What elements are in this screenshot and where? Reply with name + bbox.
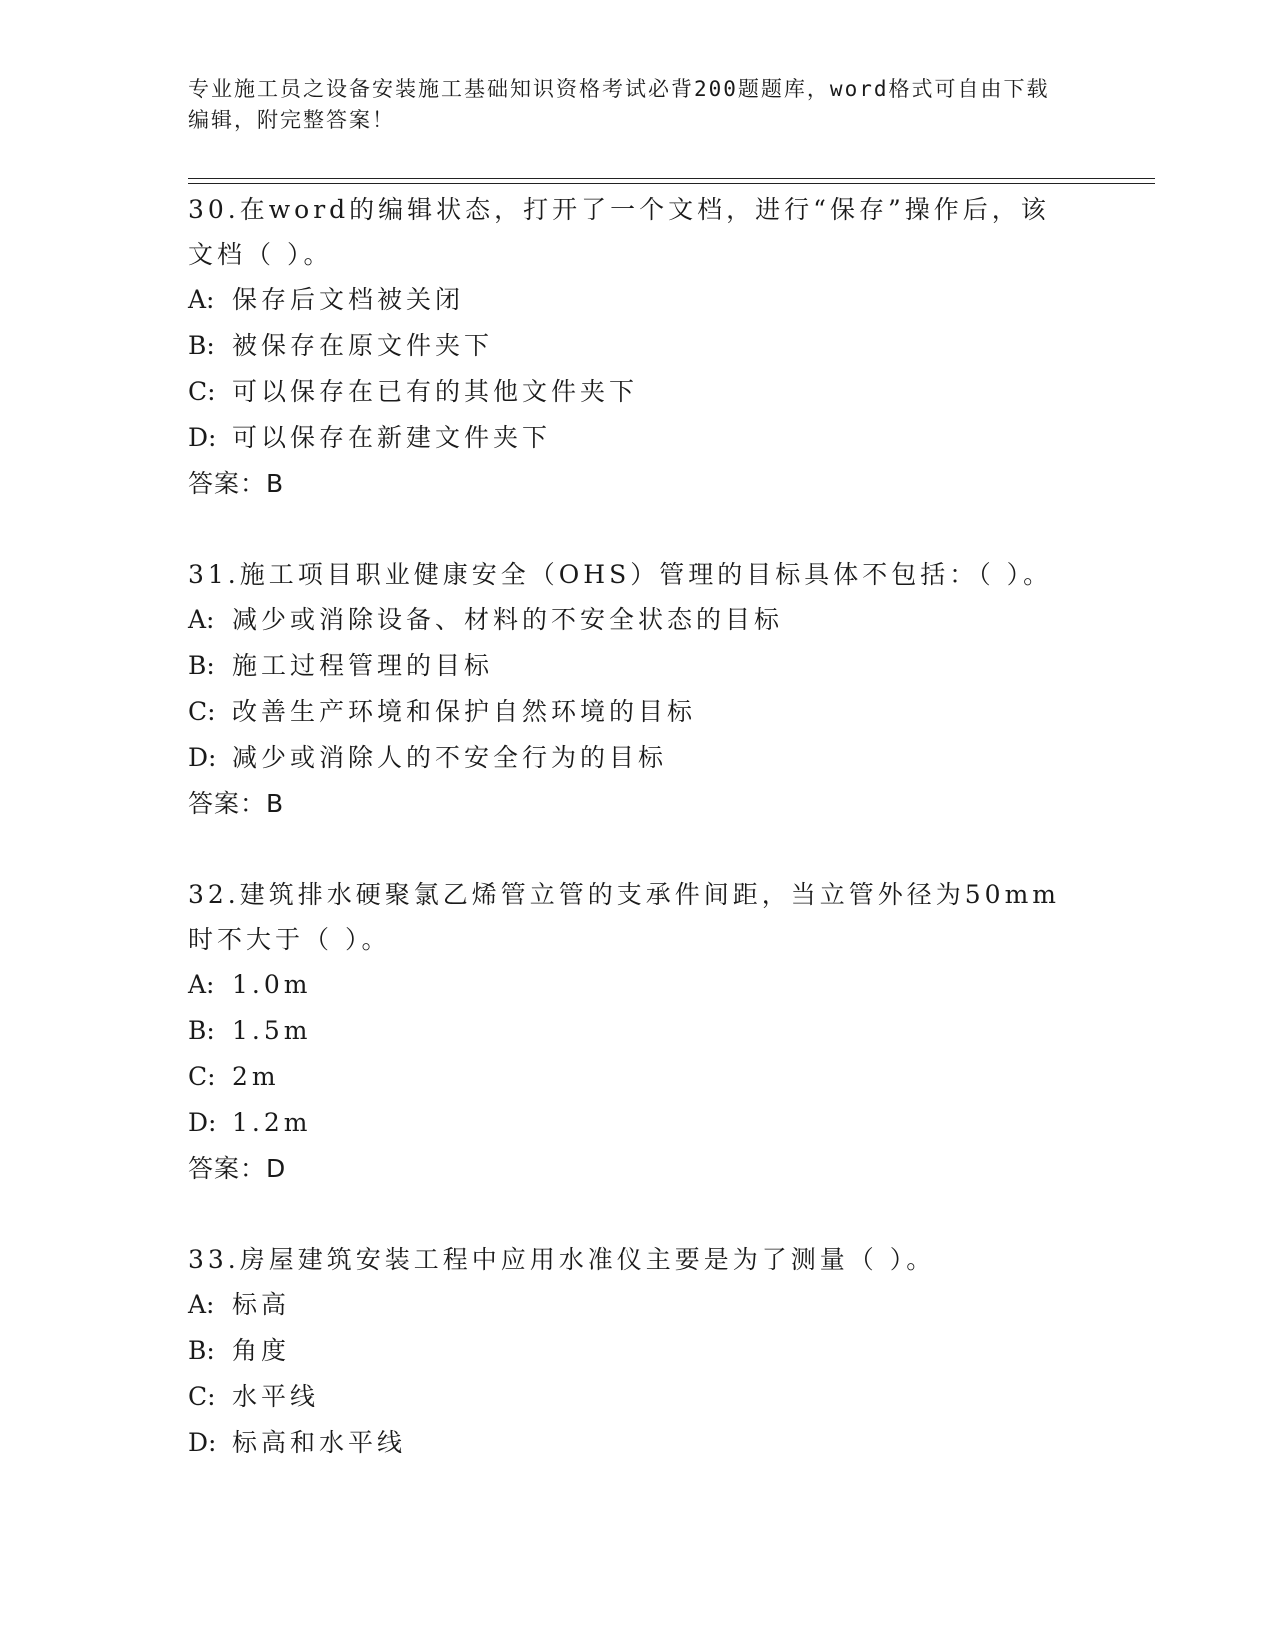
option-letter: D: xyxy=(188,423,217,452)
option-text: 1.5m xyxy=(232,1016,312,1045)
question-number: 30. xyxy=(188,195,240,224)
question-text xyxy=(188,1237,1068,1282)
question-stem: 建筑排水硬聚氯乙烯管立管的支承件间距，当立管外径为50mm时不大于（ ）。 xyxy=(188,880,1060,954)
option-a xyxy=(188,962,1068,1008)
option-d xyxy=(188,735,1068,781)
option-letter: A: xyxy=(188,285,215,314)
option-a xyxy=(188,277,1068,323)
option-letter: D: xyxy=(188,743,217,772)
option-text: 保存后文档被关闭 xyxy=(232,285,465,314)
option-b xyxy=(188,323,1068,369)
answer: 答案：B xyxy=(188,469,285,498)
option-letter: C: xyxy=(188,1062,216,1091)
option-text: 2m xyxy=(232,1062,280,1091)
option-c xyxy=(188,1374,1068,1420)
option-letter: D: xyxy=(188,1108,217,1137)
option-text: 角度 xyxy=(232,1336,291,1365)
option-letter: D: xyxy=(188,1428,217,1457)
question-number: 33. xyxy=(188,1245,240,1274)
option-text: 可以保存在已有的其他文件夹下 xyxy=(232,377,639,406)
option-text: 改善生产环境和保护自然环境的目标 xyxy=(232,697,697,726)
question-30 xyxy=(188,187,1068,507)
option-letter: A: xyxy=(188,605,215,634)
option-text: 减少或消除人的不安全行为的目标 xyxy=(232,743,668,772)
option-letter: B: xyxy=(188,1336,215,1365)
option-b xyxy=(188,1328,1068,1374)
option-text: 被保存在原文件夹下 xyxy=(232,331,494,360)
question-32 xyxy=(188,872,1068,1192)
question-number: 31. xyxy=(188,560,240,589)
option-text: 施工过程管理的目标 xyxy=(232,651,494,680)
question-text xyxy=(188,872,1068,962)
option-text: 标高和水平线 xyxy=(232,1428,407,1457)
question-number: 32. xyxy=(188,880,240,909)
option-text: 1.0m xyxy=(232,970,312,999)
option-a xyxy=(188,597,1068,643)
answer: 答案：D xyxy=(188,1154,287,1183)
header-divider-bottom xyxy=(188,183,1155,184)
question-stem: 在word的编辑状态，打开了一个文档，进行“保存”操作后，该文档（ ）。 xyxy=(188,195,1050,269)
question-text xyxy=(188,552,1068,597)
question-stem: 房屋建筑安装工程中应用水准仪主要是为了测量（ ）。 xyxy=(239,1245,936,1274)
option-d xyxy=(188,1420,1068,1466)
option-text: 减少或消除设备、材料的不安全状态的目标 xyxy=(232,605,784,634)
option-c xyxy=(188,1054,1068,1100)
option-a xyxy=(188,1282,1068,1328)
option-d xyxy=(188,415,1068,461)
header-divider-top xyxy=(188,178,1155,179)
option-letter: A: xyxy=(188,1290,215,1319)
option-text: 1.2m xyxy=(232,1108,312,1137)
option-c xyxy=(188,369,1068,415)
option-letter: C: xyxy=(188,1382,216,1411)
option-c xyxy=(188,689,1068,735)
question-text xyxy=(188,187,1068,277)
option-text: 可以保存在新建文件夹下 xyxy=(232,423,552,452)
answer: 答案：B xyxy=(188,789,285,818)
option-b xyxy=(188,643,1068,689)
question-31 xyxy=(188,552,1068,827)
option-d xyxy=(188,1100,1068,1146)
option-letter: A: xyxy=(188,970,215,999)
document-header: 专业施工员之设备安装施工基础知识资格考试必背200题题库，word格式可自由下载编辑，附完整答案！ xyxy=(188,77,1050,132)
option-letter: B: xyxy=(188,1016,215,1045)
option-letter: B: xyxy=(188,651,215,680)
option-b xyxy=(188,1008,1068,1054)
option-letter: C: xyxy=(188,697,216,726)
option-text: 标高 xyxy=(232,1290,291,1319)
option-letter: B: xyxy=(188,331,215,360)
question-33 xyxy=(188,1237,1068,1466)
option-letter: C: xyxy=(188,377,216,406)
question-stem: 施工项目职业健康安全（OHS）管理的目标具体不包括：（ ）。 xyxy=(239,560,1053,589)
option-text: 水平线 xyxy=(232,1382,320,1411)
